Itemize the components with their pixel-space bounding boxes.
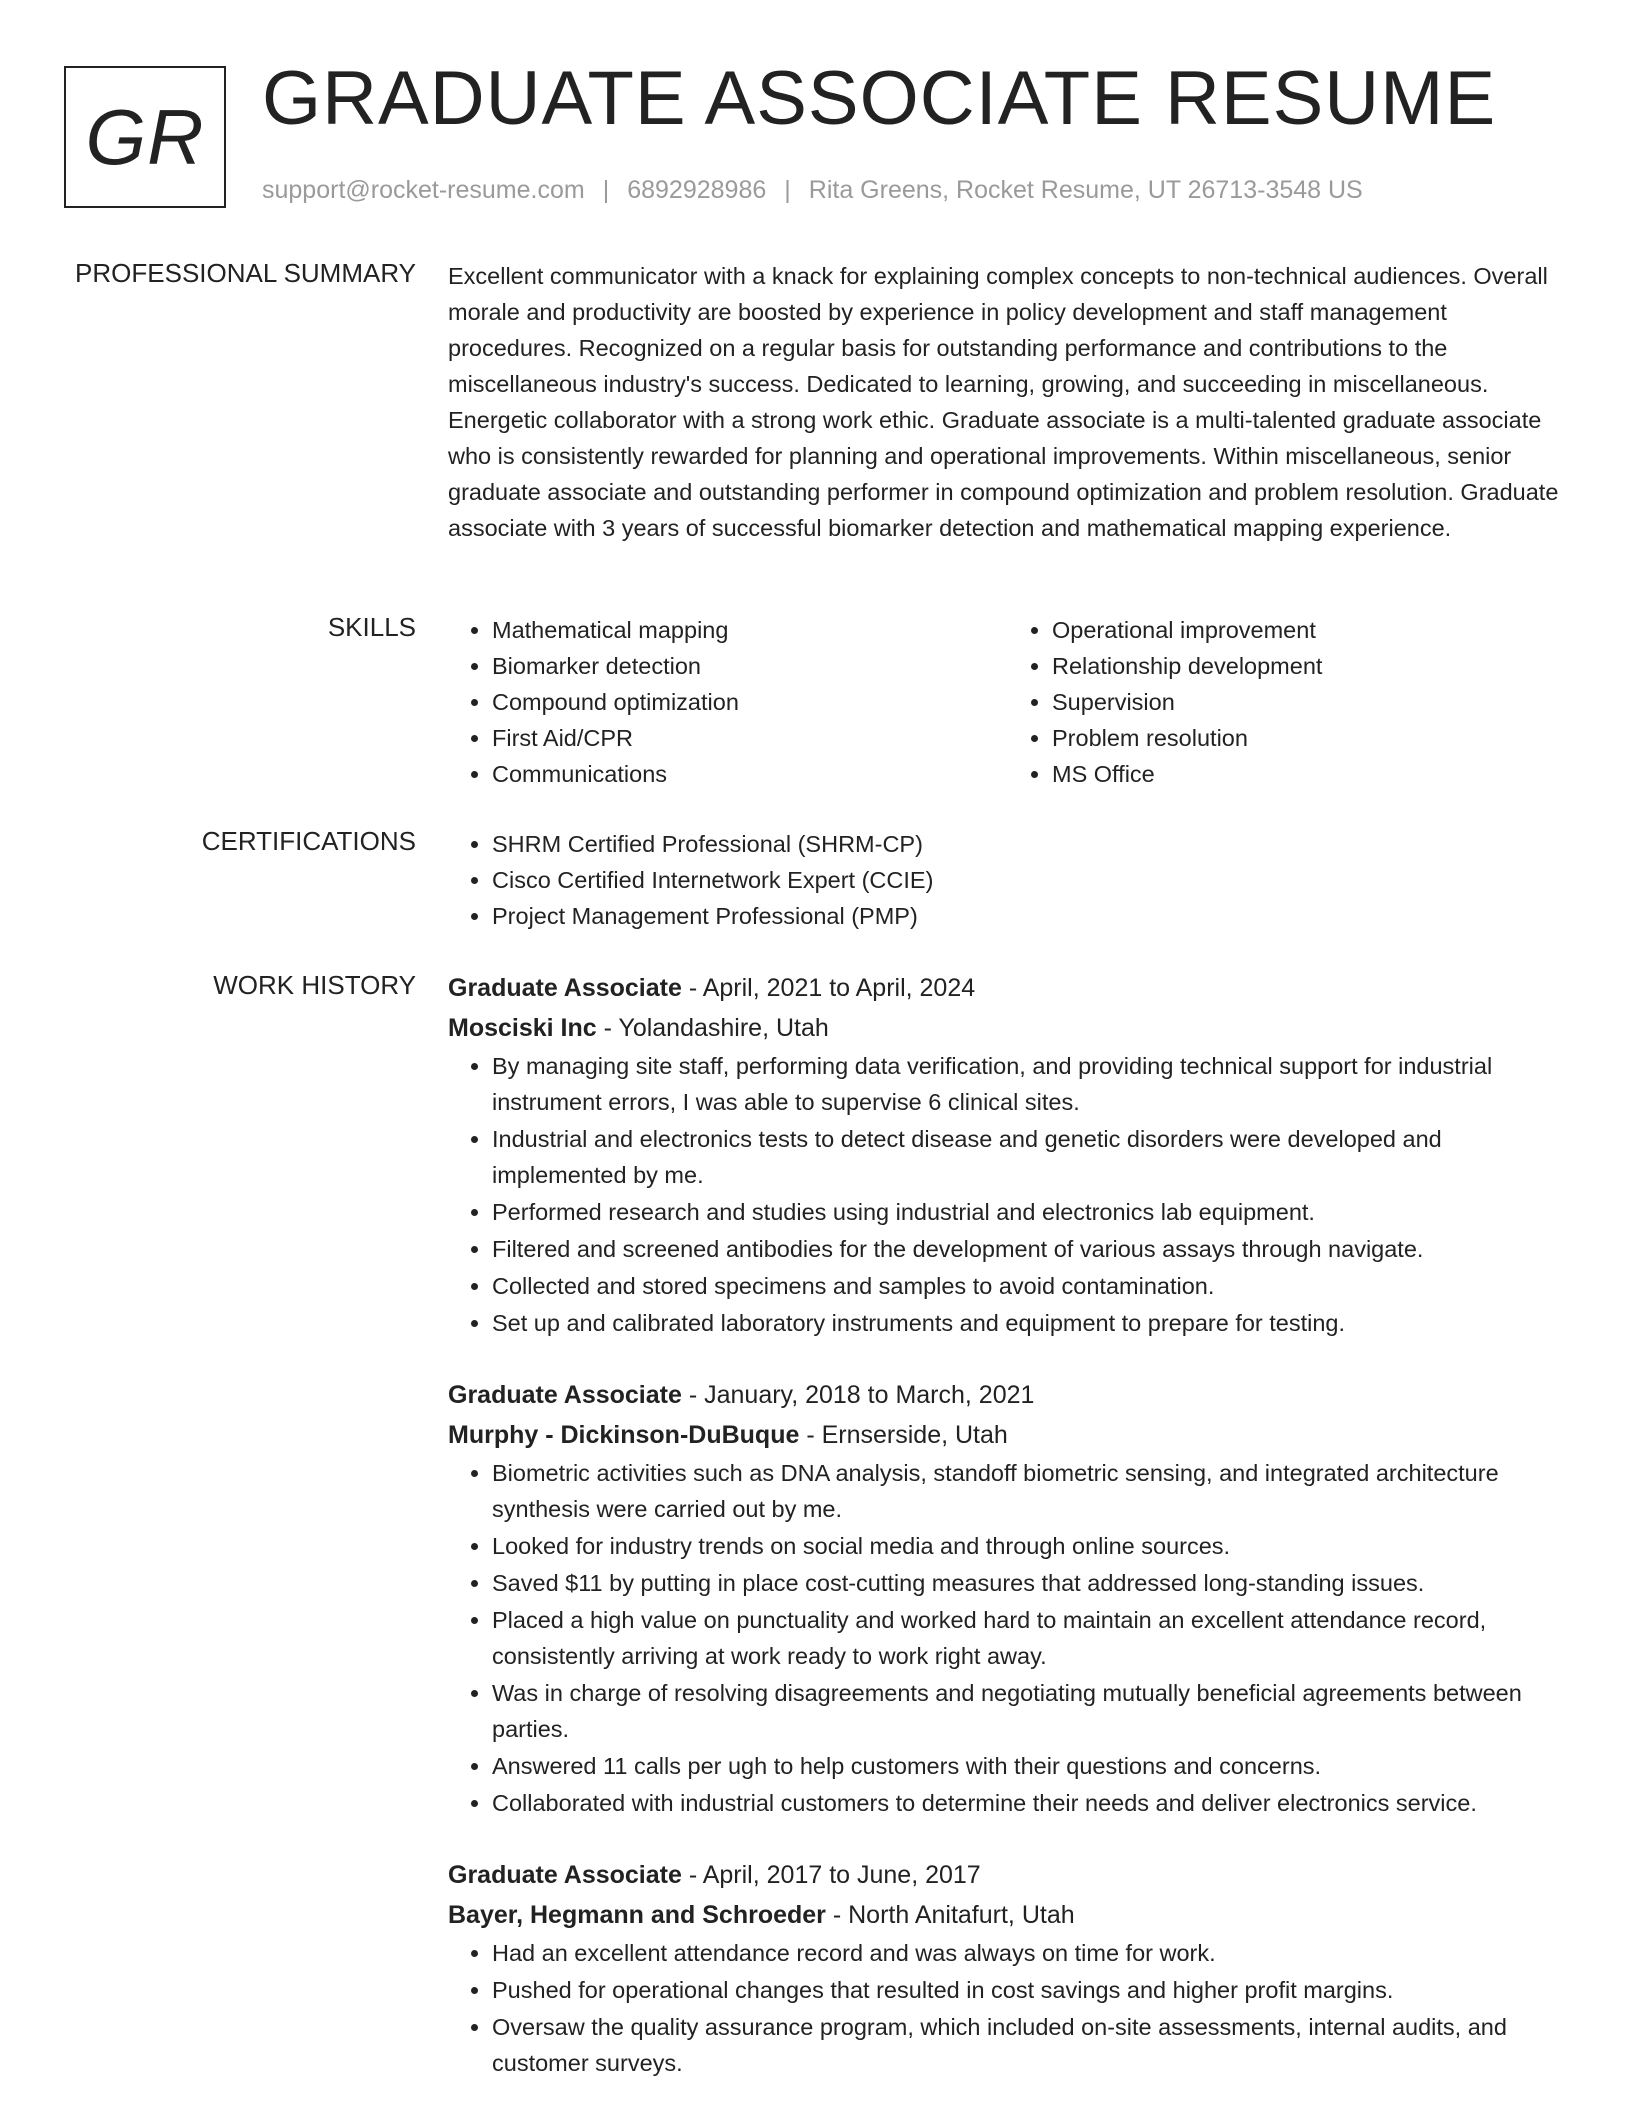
section-label-work-history: WORK HISTORY (213, 970, 416, 1000)
job-entry (448, 968, 1568, 1341)
job-title: Graduate Associate (448, 1861, 682, 1889)
skill-item: • Operational improvement (1052, 612, 1568, 648)
contact-separator: | (784, 176, 791, 204)
skill-item: • Compound optimization (492, 684, 1008, 720)
certification-item: • Project Management Professional (PMP) (492, 898, 1568, 934)
skill-item: • Biomarker detection (492, 648, 1008, 684)
job-entry (448, 1855, 1568, 2081)
skill-item: • Communications (492, 756, 1008, 792)
job-title-line (448, 1855, 1568, 1895)
job-company: Bayer, Hegmann and Schroeder (448, 1901, 826, 1929)
contact-separator: | (602, 176, 610, 204)
job-bullet: • Was in charge of resolving disagreements and negotiating mutually beneficial agreements between parties. (492, 1675, 1568, 1747)
job-bullet: • Biometric activities such as DNA analysis, standoff biometric sensing, and integrated architecture synthesis were carried out by me. (492, 1455, 1568, 1527)
job-bullet-list (448, 1048, 1568, 1341)
job-dates: - April, 2017 to June, 2017 (681, 1861, 981, 1889)
job-title-line (448, 968, 1568, 1008)
section-label-summary: PROFESSIONAL SUMMARY (75, 258, 416, 288)
work-history-body (448, 968, 1568, 2115)
job-entry (448, 1375, 1568, 1821)
monogram-initials: GR (85, 92, 205, 181)
job-bullet: • Filtered and screened antibodies for the development of various assays through navigate. (492, 1231, 1568, 1267)
skill-item: • Relationship development (1052, 648, 1568, 684)
job-bullet: • Collected and stored specimens and samples to avoid contamination. (492, 1268, 1568, 1304)
job-company-line (448, 1895, 1568, 1935)
contact-email[interactable]: support@rocket-resume.com (262, 176, 585, 204)
skill-item: • First Aid/CPR (492, 720, 1008, 756)
skills-list-left (448, 612, 1008, 792)
job-location: - North Anitafurt, Utah (825, 1901, 1075, 1929)
monogram-box (64, 66, 226, 208)
job-company: Mosciski Inc (448, 1014, 597, 1042)
job-bullet: • Oversaw the quality assurance program, which included on-site assessments, internal audits, and customer surveys. (492, 2009, 1568, 2081)
skills-body (448, 612, 1568, 792)
job-bullet: • Saved $11 by putting in place cost-cutting measures that addressed long-standing issues. (492, 1565, 1568, 1601)
job-bullet: • Collaborated with industrial customers to determine their needs and deliver electronics service. (492, 1785, 1568, 1821)
resume-title: GRADUATE ASSOCIATE RESUME (262, 56, 1497, 141)
skill-item: • Problem resolution (1052, 720, 1568, 756)
skill-item: • Supervision (1052, 684, 1568, 720)
job-dates: - January, 2018 to March, 2021 (681, 1381, 1035, 1409)
skill-item: • MS Office (1052, 756, 1568, 792)
skill-item: • Mathematical mapping (492, 612, 1008, 648)
job-bullet-list (448, 1935, 1568, 2081)
job-company: Murphy - Dickinson-DuBuque (448, 1421, 800, 1449)
job-bullet: • Had an excellent attendance record and was always on time for work. (492, 1935, 1568, 1971)
job-location: - Yolandashire, Utah (596, 1014, 829, 1042)
contact-line (262, 176, 1363, 205)
job-dates: - April, 2021 to April, 2024 (681, 974, 976, 1002)
certifications-list (448, 826, 1568, 934)
job-bullet: • Answered 11 calls per ugh to help customers with their questions and concerns. (492, 1748, 1568, 1784)
job-bullet: • Set up and calibrated laboratory instruments and equipment to prepare for testing. (492, 1305, 1568, 1341)
job-title: Graduate Associate (448, 974, 682, 1002)
section-label-certifications: CERTIFICATIONS (201, 826, 416, 856)
summary-text: Excellent communicator with a knack for explaining complex concepts to non-technical audiences. Overall morale and productivity are boosted by experience in policy development and staff management procedures. Recognized on a regular basis for outstanding performance and contributions to the miscellaneous industry's success. Dedicated to learning, growing, and succeeding in miscellaneous. Energetic collaborator with a strong work ethic. Graduate associate is a multi-talented graduate associate who is consistently rewarded for planning and operational improvements. Within miscellaneous, senior graduate associate and outstanding performer in compound optimization and problem resolution. Graduate associate with 3 years of successful biomarker detection and mathematical mapping experience. (448, 263, 1559, 541)
job-company-line (448, 1415, 1568, 1455)
job-bullet: • Performed research and studies using industrial and electronics lab equipment. (492, 1194, 1568, 1230)
job-title: Graduate Associate (448, 1381, 682, 1409)
certification-item: • Cisco Certified Internetwork Expert (CCIE) (492, 862, 1568, 898)
job-bullet: • Pushed for operational changes that resulted in cost savings and higher profit margins. (492, 1972, 1568, 2008)
job-title-line (448, 1375, 1568, 1415)
job-bullet: • Looked for industry trends on social media and through online sources. (492, 1528, 1568, 1564)
summary-body (448, 258, 1568, 546)
certifications-body (448, 826, 1568, 934)
job-company-line (448, 1008, 1568, 1048)
job-bullet: • Placed a high value on punctuality and worked hard to maintain an excellent attendance record, consistently arriving at work ready to work right away. (492, 1602, 1568, 1674)
section-label-skills: SKILLS (327, 612, 416, 642)
contact-phone[interactable]: 6892928986 (627, 176, 767, 204)
job-bullet-list (448, 1455, 1568, 1821)
contact-address: Rita Greens, Rocket Resume, UT 26713-3548 US (808, 176, 1363, 204)
job-bullet: • Industrial and electronics tests to detect disease and genetic disorders were developed and implemented by me. (492, 1121, 1568, 1193)
job-location: - Ernserside, Utah (799, 1421, 1008, 1449)
job-bullet: • By managing site staff, performing data verification, and providing technical support for industrial instrument errors, I was able to supervise 6 clinical sites. (492, 1048, 1568, 1120)
skills-list-right (1008, 612, 1568, 792)
certification-item: • SHRM Certified Professional (SHRM-CP) (492, 826, 1568, 862)
